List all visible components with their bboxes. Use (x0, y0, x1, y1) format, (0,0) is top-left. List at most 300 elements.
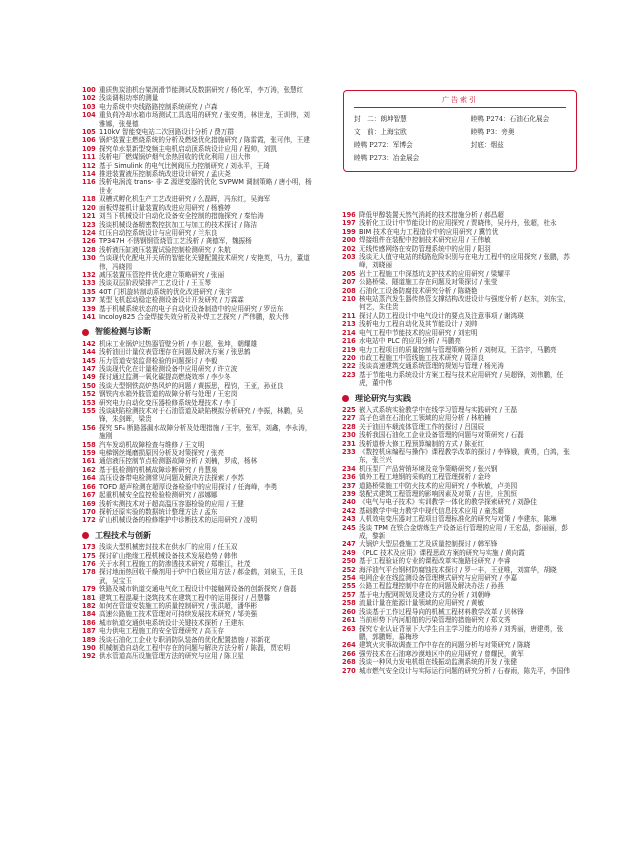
page-number: 263 (342, 624, 356, 633)
page-number: 189 (82, 635, 96, 644)
page-number: 155 (82, 407, 96, 416)
article-title: 浅谈调相功率的测量 (99, 94, 159, 103)
article-title: 道路桥梁施工中防火技术的应用研究 / 李秋敏，卢美园 (359, 481, 518, 490)
article-title: 《数控机床编程与操作》课程教学改革的探讨 / 李锋娥，黄勇，白鸿，张东，张兰兴 (359, 447, 570, 465)
page-number: 190 (82, 644, 96, 652)
article-title: 建筑火灾事故调查工作中存在的问题分析与对策研究 / 陈晓 (359, 641, 531, 650)
toc-entry[interactable] (82, 373, 314, 381)
toc-entry[interactable] (342, 371, 574, 388)
article-title: 浅析实测技术对于超高温压容器检验的应用 / 王健 (99, 499, 244, 508)
toc-entry[interactable] (82, 399, 314, 407)
article-title: 基于工程验证的专业的课程改革实施路径研究 / 李睿 (359, 557, 511, 566)
toc-entry[interactable] (82, 652, 314, 660)
toc-entry[interactable] (82, 610, 314, 618)
ad-index-title: 广告索引 (442, 96, 478, 104)
article-title: 探究专业认证背景下大学生自主学习能力的培养 / 刘秀丽，唐建勇，张鹏，郭鹏辉，慕梅珍 (359, 624, 564, 641)
page-number: 245 (342, 523, 356, 532)
article-title: 探讨人防工程设计中电气设计的要点及注意事项 / 谢鸿瑛 (359, 311, 524, 320)
article-title: 探究 SF₆ 断路器漏水故障分析及处理措施 / 王宇，张军，刘鑫，李永涛，施刚 (99, 423, 312, 441)
page-number: 173 (82, 543, 96, 552)
toc-entry[interactable] (342, 625, 574, 642)
page-number: 233 (342, 447, 356, 456)
article-title: 浅谈高速建筑交通系统管理的规划与管理 / 杨光涛 (359, 362, 504, 371)
page-number: 219 (342, 345, 356, 354)
article-title: 某型飞机起动稳定检测设备设计开发研究 / 万霖霖 (99, 296, 244, 305)
toc-entry[interactable] (342, 448, 574, 465)
toc-entry[interactable] (342, 423, 574, 431)
toc-entry[interactable] (342, 557, 574, 565)
toc-entry[interactable] (342, 599, 574, 607)
toc-entry[interactable] (342, 337, 574, 345)
article-title: 电网企业在线监测设备管理模式研究与应用研究 / 李嘉 (359, 574, 518, 583)
toc-list-intelligent-detection (82, 340, 314, 525)
ad-index-row (354, 113, 568, 123)
ad-entry: 睦鸭 P272：军博会 (354, 141, 413, 149)
article-title: 刘当下机械设计自动化设备安全控制的措施探究 / 秦怡涛 (99, 212, 264, 221)
toc-entry[interactable] (82, 288, 314, 296)
page-number: 123 (82, 220, 96, 229)
page-number: 231 (342, 439, 356, 448)
article-title: 浅谈大型机械密封技术在供水厂的应用 / 任玉双 (99, 543, 238, 552)
article-title: 岩土工程施工中深基坑支护技术的应用研究 / 梁耀平 (359, 269, 511, 278)
page-number: 167 (82, 491, 96, 500)
page-number: 250 (342, 557, 356, 566)
ad-entry: 封底：烟兹 (470, 141, 504, 149)
toc-list-theory-research (342, 406, 574, 675)
article-title: 装配式建筑工程管理的影响因素及对策 / 吉世，庄凯恒 (359, 490, 518, 498)
page-number: 144 (82, 348, 96, 357)
toc-entry[interactable] (342, 440, 574, 448)
page-number: 164 (82, 474, 96, 483)
article-title: 海洋油气平台钢材防腐蚀技术探讨 / 罗一丰，王亚唯，刘富华，胡晓 (359, 565, 557, 574)
toc-entry[interactable] (342, 245, 574, 253)
page-number: 242 (342, 506, 356, 515)
page-number: 240 (342, 498, 356, 507)
article-title: 镇外工程工地钢的采购的工程管理探析 / 金玲 (359, 473, 491, 482)
page-number: 147 (82, 365, 96, 373)
section-header-engineering (82, 532, 314, 540)
toc-entry[interactable] (342, 641, 574, 649)
ad-entry (471, 152, 568, 162)
article-title: 基于 Simulink 的电气比例阀压力控制研究 / 刘永平，王琦 (99, 161, 270, 170)
article-title: TP347H 不锈钢钢管烧管工艺浅析 / 龚德军，魏振杨 (99, 237, 252, 246)
toc-entry[interactable] (342, 287, 574, 295)
page-number: 264 (342, 641, 356, 650)
page-number: 228 (342, 422, 356, 431)
article-title: 《电气与电子技术》实训教学一体化的教学探索研究 / 刘静佳 (359, 498, 537, 507)
article-title: 降低甲醇装置天然气消耗的技术措施分析 / 郝昌超 (359, 211, 504, 219)
page-number: 109 (82, 144, 96, 153)
section-title: 工程技术与创新 (95, 530, 151, 540)
page-number: 255 (342, 582, 356, 591)
toc-entry[interactable] (342, 473, 574, 481)
toc-entry[interactable] (82, 552, 314, 560)
page-number: 105 (82, 128, 96, 137)
toc-entry[interactable] (342, 414, 574, 422)
article-title: 探讨通过监测一氧化碳提高燃烧效率 / 李少冬 (99, 373, 231, 382)
toc-list-top-right (342, 211, 574, 388)
toc-entry[interactable] (82, 568, 314, 585)
toc-entry[interactable] (342, 515, 574, 523)
article-title: 焊接组件在装配中控制技术研究应用 / 王伟敏 (359, 236, 491, 245)
right-column (342, 211, 574, 675)
article-title: 面板焊接机计量装置的改进应用研究 / 杨雅婷 (99, 203, 231, 212)
toc-entry[interactable] (82, 594, 314, 602)
page-number: 149 (82, 373, 96, 382)
toc-entry[interactable] (82, 313, 314, 321)
ad-entry: 封 二：朗坤智慧 (354, 115, 407, 123)
article-title: 机械制造自动化工程中存在的问题与解决方法分析 / 陈磊，贾宏明 (99, 644, 291, 652)
page-number: 103 (82, 102, 96, 111)
toc-entry[interactable] (82, 305, 314, 313)
section-bullet-icon (82, 329, 89, 336)
article-title: 浅析油田计量仪表管理存在问题及解决方案 / 张思鹤 (99, 348, 251, 357)
article-title: 大锅炉大型层叠施工艺及质量控制探讨 / 韩军锋 (359, 540, 498, 549)
page-number: 175 (82, 551, 96, 560)
page-number: 166 (82, 482, 96, 491)
page-number: 130 (82, 254, 96, 263)
article-title: 浅谈石油化工企业专职消防队装备的优化配置措施 / 祁新花 (99, 635, 271, 644)
article-title: 电梯钢丝绳磨损原因分析及对策探究 / 张亮 (99, 449, 225, 458)
left-column (82, 86, 314, 661)
article-title: 重负荷冷却水箱市场测试工具选用的研究 / 张安勇，林世龙，王训伟，刘雅娜，张曼德 (99, 111, 310, 128)
article-title: 关于油田车载流体管理工作的探讨 / 吕国辰 (359, 422, 485, 431)
page-number: 243 (342, 515, 356, 524)
toc-entry[interactable] (82, 457, 314, 465)
page-number: 252 (342, 565, 356, 574)
toc-entry[interactable] (342, 219, 574, 227)
toc-entry[interactable] (342, 465, 574, 473)
toc-entry[interactable] (82, 111, 314, 128)
page-number: 162 (82, 465, 96, 474)
toc-entry[interactable] (82, 483, 314, 491)
article-title: 石油化工设备防腐技术研究分析 / 陈晓艳 (359, 286, 478, 295)
article-title: 浅谈缺陷检测技术对于石油管道及缺陷模拟分析研究 / 李振，林鹏，吴锋，朱剑晖，梁贵 (99, 407, 304, 424)
page-number: 203 (342, 253, 356, 262)
article-title: 减压装置压管控件优化建立策略研究 / 张丽 (99, 270, 225, 279)
article-title: 浅析化工设计中节能设计的应用探究 / 贾晓伟，吴丹丹，张超，杜永 (359, 219, 557, 228)
page-number: 116 (82, 178, 96, 187)
article-title: 探讨矿山绝缘工程机械设备技术发展趋势 / 韩伟 (99, 551, 238, 560)
page-number: 114 (82, 170, 96, 179)
toc-entry[interactable] (82, 585, 314, 593)
article-title: 铁路及城市轨道交通电气化工程设计中接触网设备的创新探究 / 詹磊 (99, 585, 297, 594)
page-number: 170 (82, 507, 96, 516)
page-number: 247 (342, 540, 356, 549)
page-number: 187 (82, 627, 96, 636)
article-title: 浅谈无人值守电站的线路危险识别与在电力工程中的应用探究 / 张鹏，苏峰，刘晓丽 (359, 253, 570, 270)
ad-entry: 睦鸭 P274：石油石化展会 (470, 115, 550, 123)
article-title: 供水管道高压设施管理方法的研究与应用 / 陈卫星 (99, 652, 244, 661)
page-number: 158 (82, 440, 96, 449)
ad-index-box (343, 90, 577, 172)
toc-entry[interactable] (82, 296, 314, 304)
section-bullet-icon (82, 532, 89, 539)
toc-entry[interactable] (342, 346, 574, 354)
section-bullet-icon (342, 395, 349, 402)
page-number: 111 (82, 153, 96, 162)
toc-entry[interactable] (342, 253, 574, 270)
article-title: 浅谈大型钢铁高炉热风炉的问题 / 黄振思，程钧，王亚，孙亚良 (99, 381, 284, 390)
toc-entry[interactable] (342, 295, 574, 312)
page-number: 106 (82, 136, 96, 145)
page-number: 222 (342, 362, 356, 371)
toc-entry[interactable] (82, 94, 314, 102)
article-title: 浅析道桥大修工程预算编制的方式 / 陈亚红 (359, 439, 485, 448)
article-title: 刍谈现代化配电开关所的智能化关键配置技术研究 / 安艳英，马力，董道伟，冯晓园 (99, 254, 310, 271)
article-title: 红压自动控系统设计与应用研究 / 兰东良 (99, 228, 218, 237)
page-number: 121 (82, 212, 96, 221)
toc-entry[interactable] (82, 340, 314, 348)
toc-entry[interactable] (82, 636, 314, 644)
article-title: 压力管道安装监督检验的问题探讨 / 李毅 (99, 356, 218, 365)
article-title: 通信液压控制节点检测器故障分析 / 刘楠，罗成，杨林 (99, 457, 258, 466)
page-number: 172 (82, 516, 96, 525)
ad-index-divider (354, 107, 566, 108)
article-title: 矿山机械设备的检修维护中诊断技术的运用研究 / 凌明 (99, 516, 258, 525)
ad-entry: 文 前：上海宝欧 (354, 128, 407, 136)
toc-entry[interactable] (342, 362, 574, 370)
toc-entry[interactable] (342, 270, 574, 278)
page-number: 139 (82, 304, 96, 313)
toc-entry[interactable] (82, 212, 314, 220)
page-number: 254 (342, 574, 356, 583)
article-title: 推进装置液压控制系统改进设计研究 / 孟庆尧 (99, 170, 231, 179)
page-number: 159 (82, 449, 96, 458)
page-number: 141 (82, 312, 96, 321)
section-header-theory-research (342, 395, 574, 403)
article-title: 电力工程项目的质量控制与管理策略分析 / 刘树双，王浩宇，马鹏亮 (359, 345, 557, 354)
toc-entry[interactable] (82, 195, 314, 203)
page-number: 181 (82, 593, 96, 602)
toc-entry[interactable] (342, 482, 574, 490)
page-number: 128 (82, 245, 96, 254)
page-number: 249 (342, 548, 356, 557)
article-title: 锅炉装置主燃烧系统的分析及燃烧优化措施研究 / 陈雷霞，张可伟，王建 (99, 136, 310, 145)
toc-entry[interactable] (82, 254, 314, 271)
article-title: 浅析我国石油化工企业设备管理的问题与对策研究 / 石磊 (359, 431, 524, 440)
article-title: 基础教学中电力教学中现代信息技术应用 / 童杰超 (359, 506, 504, 515)
toc-entry[interactable] (82, 382, 314, 390)
page-number: 270 (342, 666, 356, 675)
page-number: 102 (82, 94, 96, 103)
page-number: 199 (342, 227, 356, 236)
article-title: 钢铁内水箱外肢管道的故障分析与处理 / 王宏岗 (99, 390, 238, 399)
toc-list-engineering (82, 543, 314, 661)
page-number: 192 (82, 652, 96, 661)
article-title: 电力系统中央线路路控制系统研究 / 卢森 (99, 102, 218, 111)
section-title: 理论研究与实践 (355, 393, 411, 403)
ad-index-row (354, 152, 568, 162)
article-title: 汽车发动机故障检查与维修 / 王文明 (99, 440, 205, 449)
article-title: 基于低检测的机械故障诊断研究 / 肖慧泉 (99, 465, 218, 474)
page-number: 120 (82, 203, 96, 212)
toc-entry[interactable] (342, 507, 574, 515)
article-title: 强劳技术在石油寒沙漠地区中的应用研究 / 曾耀民，黄军 (359, 649, 524, 658)
article-title: 110kV 智能变电站二次回路设计分析 / 费万群 (99, 128, 234, 137)
article-title: 探讨地面热回收干燥剂用于炉中白极应用方法 / 郝金鹤，刘泉玉，王良武，吴宝玉 (99, 568, 304, 585)
article-title: 基于电力配网规划及建设方式的分析 / 刘朝峥 (359, 590, 491, 599)
toc-entry[interactable] (82, 246, 314, 254)
toc-entry[interactable] (82, 516, 314, 524)
article-title: 双槽式孵化机生产工艺改进研究 / 么磊晖，冯东红，吴海军 (99, 195, 271, 204)
page-number: 100 (82, 86, 96, 94)
page-number: 260 (342, 607, 356, 616)
page-number: 169 (82, 499, 96, 508)
toc-entry[interactable] (342, 228, 574, 236)
toc-entry[interactable] (342, 549, 574, 557)
article-title: 高子色谱在石油化工领域的应用分析 / 林柏楠 (359, 414, 491, 423)
page-number: 178 (82, 568, 96, 577)
toc-entry[interactable] (82, 619, 314, 627)
article-title: 流量计量在能源计量领域的应用研究 / 黄敏 (359, 599, 485, 608)
toc-entry[interactable] (82, 474, 314, 482)
page-number: 257 (342, 590, 356, 599)
article-title: 水电站中 PLC 的应用分析 / 马鹏亮 (359, 337, 461, 346)
article-title: 公路工程监理控制中存在的问题及解决办法 / 孙燕 (359, 582, 504, 591)
page-number: 124 (82, 228, 96, 237)
toc-entry[interactable] (82, 279, 314, 287)
article-title: 基于节能电力系统设计方案工程与技术应用研究 / 吴超锋，刘伟鹏，任虎，董中伟 (359, 370, 564, 388)
page-number: 261 (342, 616, 356, 625)
page-number: 186 (82, 618, 96, 627)
toc-entry[interactable] (342, 236, 574, 244)
page-number: 132 (82, 270, 96, 279)
article-title: 浅谈现代化在计量检测设备中应用研究 / 许立波 (99, 365, 238, 373)
toc-entry[interactable] (82, 221, 314, 229)
toc-entry[interactable] (342, 524, 574, 541)
article-title: 浅谈 TPM 在铁合金熔炼生产设备运行管理的应用 / 王宏晶，彭丽丽，彭成，黎新 (359, 523, 568, 541)
toc-entry[interactable] (342, 658, 574, 666)
page-number: 258 (342, 599, 356, 608)
toc-entry[interactable] (342, 667, 574, 675)
toc-entry[interactable] (342, 650, 574, 658)
article-title: 城市燃气安全设计与实际运行问题的研究分析 / 石春雨，陈先平，李国伟 (359, 666, 570, 675)
article-title: 当前形势下内河船舶的污染管理的措施研究 / 郑文秀 (359, 616, 511, 625)
article-title: 高压设备带电检测常见问题及解决方法探索 / 李苏 (99, 474, 244, 483)
page-number: 184 (82, 610, 96, 619)
toc-entry[interactable] (82, 491, 314, 499)
toc-entry[interactable] (82, 162, 314, 170)
article-title: 浅谈机械设备精密数控抗加工与加工的技术探讨 / 陈洁 (99, 220, 258, 229)
page-number: 156 (82, 423, 96, 432)
toc-entry[interactable] (82, 407, 314, 424)
toc-entry[interactable] (82, 348, 314, 356)
article-title: 研究电力自动化变压器检修系统处理技术 / 李丁 (99, 398, 238, 407)
page-number: 118 (82, 195, 96, 204)
toc-entry[interactable] (82, 178, 314, 195)
page-number: 161 (82, 457, 96, 466)
toc-entry[interactable] (82, 500, 314, 508)
article-title: 无线传感网络在安防管理系统中的应用 / 阳羽 (359, 244, 491, 253)
article-title: Incoloy825 合金焊接失效分析及补焊工艺探究 / 严伟鹏，敖大伟 (99, 312, 289, 321)
page-number: 210 (342, 295, 356, 304)
page-number: 213 (342, 320, 356, 329)
toc-entry[interactable] (82, 136, 314, 144)
article-title: 40T 门机旋转制动系统的优化改进研究 / 张宇 (99, 287, 233, 296)
toc-entry[interactable] (342, 498, 574, 506)
toc-entry[interactable] (82, 237, 314, 245)
article-title: 浅谈基于工作过程导向的机械工程材料教学改革 / 贝林锋 (359, 607, 524, 616)
toc-entry[interactable] (342, 616, 574, 624)
article-title: 电力供电工程施工的安全管理研究 / 高玉存 (99, 627, 225, 636)
page-number: 236 (342, 473, 356, 482)
toc-entry[interactable] (82, 441, 314, 449)
toc-entry[interactable] (342, 320, 574, 328)
page-number: 239 (342, 490, 356, 498)
article-title: 城市轨道交通供电系统设计关键技术探析 / 王建东 (99, 618, 244, 627)
toc-entry[interactable] (82, 627, 314, 635)
page-number: 208 (342, 286, 356, 295)
page-number: 126 (82, 237, 96, 246)
toc-entry[interactable] (82, 543, 314, 551)
toc-entry[interactable] (342, 431, 574, 439)
toc-entry[interactable] (82, 204, 314, 212)
ad-entry: 睦鸭 P3：旁奥 (470, 128, 515, 136)
page-number: 179 (82, 585, 96, 594)
article-title: TOFD 超声检测在超厚设备检验中的应用探讨 / 任海峰，李勇 (99, 482, 278, 491)
toc-entry[interactable] (82, 424, 314, 441)
page-number: 205 (342, 269, 356, 278)
toc-entry[interactable] (342, 582, 574, 590)
article-title: 重质焦炭油机台架润滑节能测试及数据研究 / 杨化军，李万涛，张慧红 (99, 86, 304, 94)
page-number: 135 (82, 287, 96, 296)
article-title: 《PLC 技术及应用》课程思政方案的研究与实施 / 黄向霞 (359, 548, 525, 557)
article-title: 探究单水泵新型变频主电机启动顶系统设计应用 / 程帅，刘凯 (99, 144, 277, 153)
page-number: 237 (342, 481, 356, 490)
page-number: 137 (82, 296, 96, 305)
page-number: 142 (82, 339, 96, 348)
article-title: 浅谈双层阶段梁排产工艺设计 / 王玉琴 (99, 279, 211, 288)
article-title: BIM 技术在电力工程造价中的应用研究 / 冀竹优 (359, 227, 499, 236)
article-title: 浅析液压缸液压装置试验控制检测研究 / 朱航 (99, 245, 231, 254)
page-number: 234 (342, 464, 356, 473)
toc-entry[interactable] (82, 145, 314, 153)
ad-entry: 睦鸭 P273：冶金展会 (354, 154, 420, 162)
page-number: 266 (342, 649, 356, 658)
page-number: 196 (342, 211, 356, 219)
page-number: 216 (342, 337, 356, 346)
toc-entry[interactable] (342, 329, 574, 337)
page-number: 152 (82, 390, 96, 399)
article-title: 电气工程中节能技术的应用研究 / 刘宏明 (359, 328, 478, 337)
article-title: 核电站蒸汽发生器传热管支撑结构改进设计与强度分析 / 赵东，刘东宝，何艺，朱佳贵 (359, 295, 570, 312)
page-number: 214 (342, 328, 356, 337)
page-number: 207 (342, 278, 356, 287)
article-title: 高速公路施工技术管理对可持续发展技术研究 / 邹美强 (99, 610, 258, 619)
toc-entry[interactable] (82, 390, 314, 398)
ad-index-row (354, 126, 568, 136)
page-number: 227 (342, 414, 356, 423)
article-title: 浅析电力工程自动化及其节能设计 / 刘帅 (359, 320, 478, 329)
page-number: 176 (82, 559, 96, 568)
toc-entry[interactable] (82, 103, 314, 111)
page-number: 202 (342, 244, 356, 253)
toc-entry[interactable] (342, 566, 574, 574)
toc-entry[interactable] (342, 278, 574, 286)
toc-entry[interactable] (342, 608, 574, 616)
article-title: 机压泵厂产品营销环境及竞争策略研究 / 张兴钢 (359, 464, 498, 473)
section-title: 智能检测与诊断 (95, 327, 151, 337)
toc-entry[interactable] (342, 540, 574, 548)
page-number: 268 (342, 658, 356, 667)
page-number: 230 (342, 431, 356, 440)
page-number: 133 (82, 279, 96, 288)
page-number: 104 (82, 111, 96, 120)
toc-entry[interactable] (82, 153, 314, 161)
toc-entry[interactable] (82, 357, 314, 365)
page-number: 145 (82, 356, 96, 365)
